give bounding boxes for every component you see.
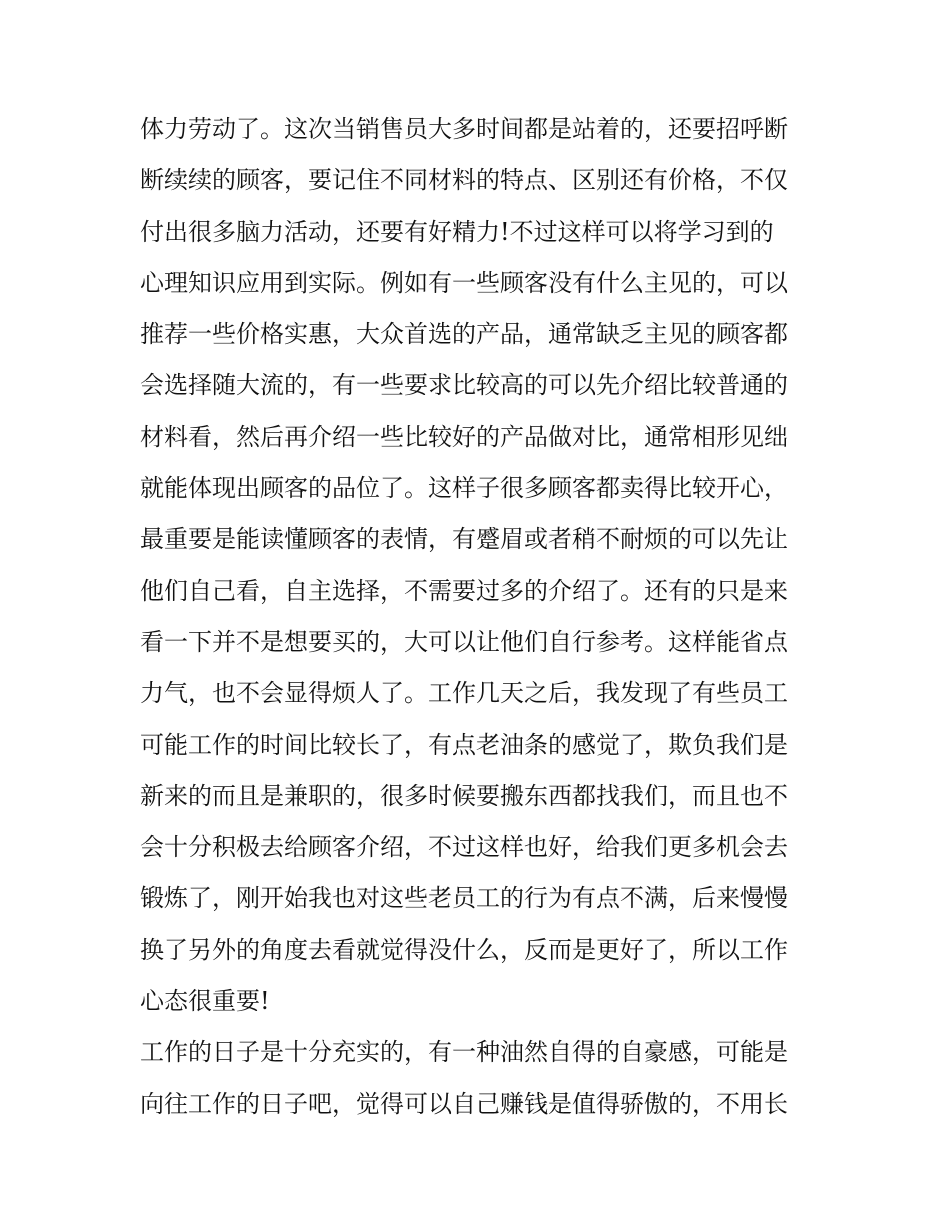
text-line: 最重要是能读懂顾客的表情，有蹙眉或者稍不耐烦的可以先让	[140, 525, 788, 554]
text-line: 就能体现出顾客的品位了。这样子很多顾客都卖得比较开心，	[140, 474, 788, 503]
text-line: 材料看，然后再介绍一些比较好的产品做对比，通常相形见绌	[140, 422, 788, 451]
text-line: 体力劳动了。这次当销售员大多时间都是站着的，还要招呼断	[140, 115, 788, 143]
body-text	[140, 104, 820, 1130]
text-line: 付出很多脑力活动，还要有好精力!不过这样可以将学习到的	[140, 217, 774, 246]
text-line: 新来的而且是兼职的，很多时候要搬东西都找我们，而且也不	[140, 781, 788, 810]
text-line: 心理知识应用到实际。例如有一些顾客没有什么主见的，可以	[140, 268, 788, 297]
text-line: 会选择随大流的，有一些要求比较高的可以先介绍比较普通的	[140, 371, 788, 400]
text-line: 断续续的顾客，要记住不同材料的特点、区别还有价格，不仅	[140, 166, 788, 195]
text-line: 看一下并不是想要买的，大可以让他们自行参考。这样能省点	[140, 627, 788, 656]
text-line: 心态很重要!	[140, 987, 270, 1016]
text-line: 力气，也不会显得烦人了。工作几天之后，我发现了有些员工	[140, 679, 788, 708]
text-line: 推荐一些价格实惠，大众首选的产品，通常缺乏主见的顾客都	[140, 320, 788, 349]
text-line: 会十分积极去给顾客介绍，不过这样也好，给我们更多机会去	[140, 833, 788, 862]
text-line: 换了另外的角度去看就觉得没什么，反而是更好了，所以工作	[140, 935, 788, 964]
text-line: 可能工作的时间比较长了，有点老油条的感觉了，欺负我们是	[140, 730, 788, 759]
text-line: 他们自己看，自主选择，不需要过多的介绍了。还有的只是来	[140, 576, 788, 605]
text-line: 向往工作的日子吧，觉得可以自己赚钱是值得骄傲的，不用长	[140, 1089, 788, 1118]
text-line: 工作的日子是十分充实的，有一种油然自得的自豪感，可能是	[140, 1038, 788, 1067]
text-line: 锻炼了，刚开始我也对这些老员工的行为有点不满，后来慢慢	[140, 884, 788, 913]
